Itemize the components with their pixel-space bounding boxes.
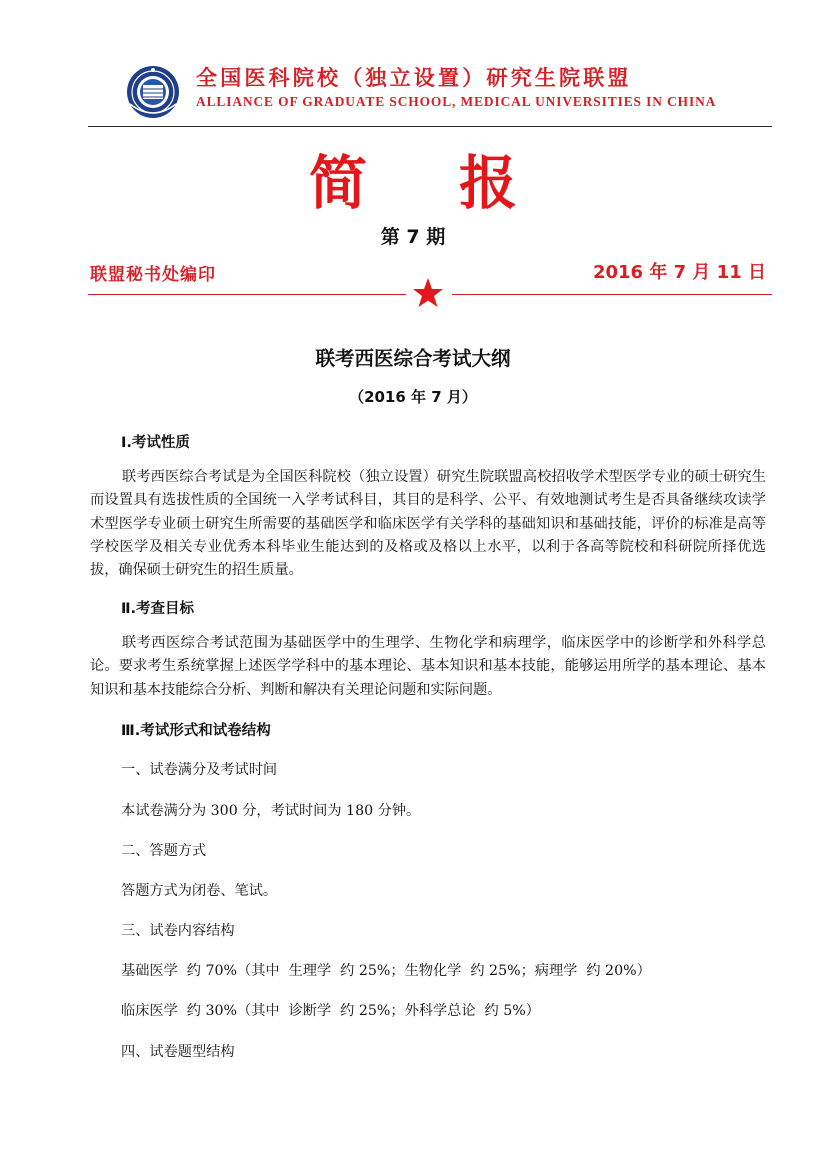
red-divider-right	[452, 294, 772, 295]
document-subtitle: （2016 年 7 月）	[349, 388, 477, 406]
issue-number: 第 7 期	[380, 226, 446, 248]
organization-name-chinese: 全国医科院校（独立设置）研究生院联盟	[196, 66, 632, 90]
section-paragraph-1: 联考西医综合考试是为全国医科院校（独立设置）研究生院联盟高校招收学术型医学专业的硕士研究生而设置具有选拔性质的全国统一入学考试科目，其目的是科学、公平、有效地测试考生是否具备继续攻读学术型医学专业硕士研究生所需要的基础医学和临床医学有关学科的基础知识和基础技能，评价的标准是高等学校医学及相关专业优秀本科毕业生能达到的及格或及格以上水平，以利于各高等院校和科研院所择优选拔，确保硕士研究生的招生质量。	[90, 469, 766, 579]
alliance-logo-icon	[124, 64, 182, 124]
bulletin-title-char-1: 简	[308, 149, 367, 217]
section-heading-2: Ⅱ.考查目标	[121, 601, 195, 617]
organization-name-english: ALLIANCE OF GRADUATE SCHOOL, MEDICAL UNIVERSITIES IN CHINA	[196, 94, 717, 109]
section-text: 答题方式为闭卷、笔试。	[121, 883, 278, 899]
section-paragraph-2: 联考西医综合考试范围为基础医学中的生理学、生物化学和病理学，临床医学中的诊断学和外科学总论。要求考生系统掌握上述医学学科中的基本理论、基本知识和基本技能，能够运用所学的基本理论、基本知识和基本技能综合分析、判断和解决有关理论问题和实际问题。	[90, 635, 766, 698]
section-heading-1: Ⅰ.考试性质	[121, 435, 190, 451]
section-text: 基础医学 约 70%（其中 生理学 约 25%；生物化学 约 25%；病理学 约 20%）	[121, 963, 651, 979]
header-divider	[88, 126, 772, 127]
document-title: 联考西医综合考试大纲	[315, 347, 511, 370]
editor-label: 联盟秘书处编印	[90, 265, 216, 285]
subsection-title: 四、试卷题型结构	[121, 1044, 235, 1060]
red-star-icon	[411, 276, 445, 310]
subsection-title: 三、试卷内容结构	[121, 923, 235, 939]
section-text: 临床医学 约 30%（其中 诊断学 约 25%；外科学总论 约 5%）	[121, 1003, 540, 1019]
red-divider-left	[88, 294, 406, 295]
bulletin-title-char-2: 报	[459, 149, 518, 217]
subsection-title: 二、答题方式	[121, 843, 207, 859]
bulletin-title	[0, 136, 826, 220]
section-text: 本试卷满分为 300 分，考试时间为 180 分钟。	[121, 803, 421, 819]
section-heading-3: Ⅲ.考试形式和试卷结构	[121, 723, 271, 739]
publish-date: 2016 年 7 月 11 日	[592, 262, 766, 283]
subsection-title: 一、试卷满分及考试时间	[121, 762, 278, 778]
